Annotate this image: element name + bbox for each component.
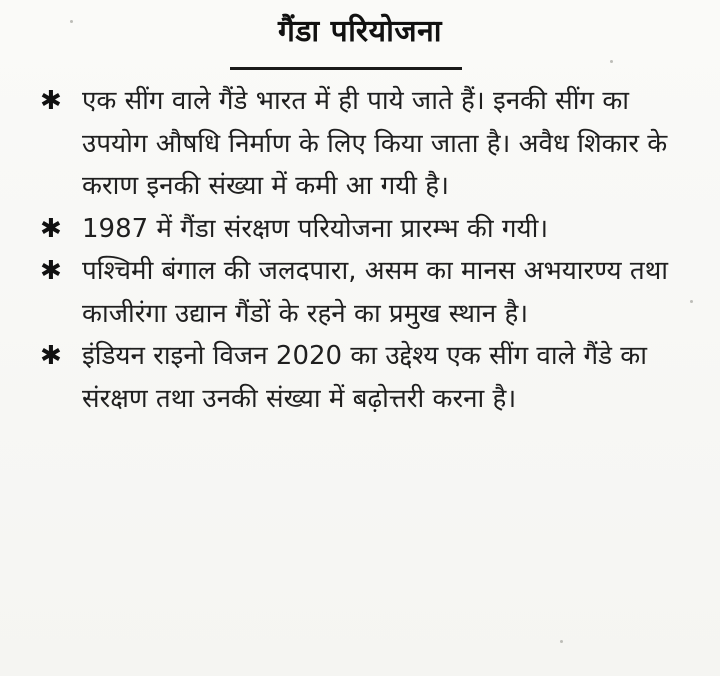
paper-speck — [70, 20, 73, 23]
list-item-text: पश्चिमी बंगाल की जलदपारा, असम का मानस अभयारण्य तथा काजीरंगा उद्यान गैंडों के रहने का प्रमुख स्थान है। — [82, 256, 669, 329]
title-underline — [230, 67, 462, 70]
list-item — [40, 335, 692, 420]
asterisk-icon: ✱ — [40, 213, 62, 244]
page-title: गैंडा परियोजना — [277, 14, 443, 49]
asterisk-icon: ✱ — [40, 86, 62, 116]
list-item-text: 1987 में गैंडा संरक्षण परियोजना प्रारम्भ की गयी। — [82, 213, 549, 244]
list-item — [40, 80, 692, 208]
bullet-list — [40, 80, 692, 420]
list-item-text: एक सींग वाले गैंडे भारत में ही पाये जाते हैं। इनकी सींग का उपयोग औषधि निर्माण के लिए किया जाता है। अवैध शिकार के कराण इनकी संख्या में कमी आ गयी है। — [82, 86, 668, 201]
paper-speck — [690, 300, 693, 303]
list-item — [40, 208, 692, 251]
paper-speck — [610, 60, 613, 63]
list-item-text: इंडियन राइनो विजन 2020 का उद्देश्य एक सींग वाले गैंडे का संरक्षण तथा उनकी संख्या में बढ़ोत्तरी करना है। — [82, 341, 647, 414]
paper-speck — [560, 640, 563, 643]
list-item — [40, 250, 692, 335]
asterisk-icon: ✱ — [40, 256, 62, 286]
asterisk-icon: ✱ — [40, 341, 62, 371]
